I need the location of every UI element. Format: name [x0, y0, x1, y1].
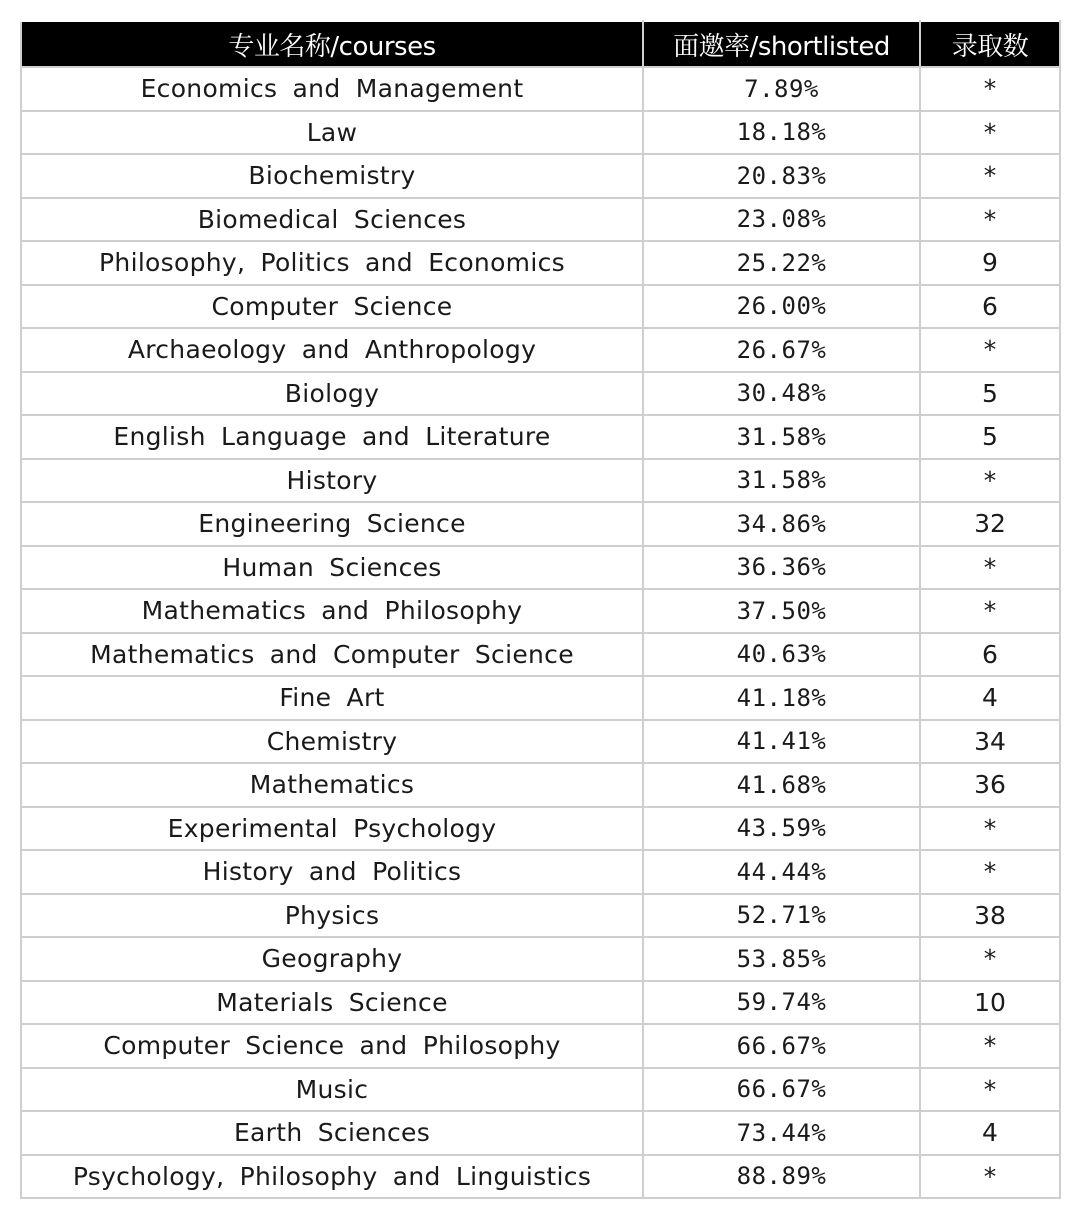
course-cell: Economics and Management	[21, 67, 643, 111]
table-row	[21, 372, 1060, 416]
rate-cell: 37.50%	[643, 589, 920, 633]
table-row	[21, 328, 1060, 372]
course-cell: Law	[21, 111, 643, 155]
table-row	[21, 1155, 1060, 1199]
shortlist-table	[20, 20, 1061, 1199]
table-row	[21, 1111, 1060, 1155]
course-cell: History and Politics	[21, 850, 643, 894]
count-cell: 36	[920, 763, 1060, 807]
course-cell: Human Sciences	[21, 546, 643, 590]
count-cell: 10	[920, 981, 1060, 1025]
rate-cell: 7.89%	[643, 67, 920, 111]
course-cell: Biology	[21, 372, 643, 416]
course-cell: English Language and Literature	[21, 415, 643, 459]
course-cell: Experimental Psychology	[21, 807, 643, 851]
course-cell: Earth Sciences	[21, 1111, 643, 1155]
course-cell: Mathematics and Philosophy	[21, 589, 643, 633]
course-cell: Mathematics and Computer Science	[21, 633, 643, 677]
rate-cell: 34.86%	[643, 502, 920, 546]
rate-cell: 31.58%	[643, 459, 920, 503]
table-row	[21, 415, 1060, 459]
rate-cell: 59.74%	[643, 981, 920, 1025]
rate-cell: 66.67%	[643, 1024, 920, 1068]
count-cell: 38	[920, 894, 1060, 938]
course-cell: Biochemistry	[21, 154, 643, 198]
count-cell: 6	[920, 633, 1060, 677]
table-row	[21, 1068, 1060, 1112]
table-row	[21, 502, 1060, 546]
count-cell: *	[920, 198, 1060, 242]
table-row	[21, 676, 1060, 720]
rate-cell: 25.22%	[643, 241, 920, 285]
count-cell: *	[920, 937, 1060, 981]
table-row	[21, 894, 1060, 938]
rate-cell: 88.89%	[643, 1155, 920, 1199]
table-row	[21, 111, 1060, 155]
table-header-row	[21, 21, 1060, 67]
count-cell: *	[920, 1155, 1060, 1199]
table-row	[21, 241, 1060, 285]
rate-cell: 66.67%	[643, 1068, 920, 1112]
count-cell: *	[920, 67, 1060, 111]
course-cell: Biomedical Sciences	[21, 198, 643, 242]
header-course: 专业名称/courses	[21, 21, 643, 67]
table-row	[21, 937, 1060, 981]
count-cell: *	[920, 1068, 1060, 1112]
table-row	[21, 633, 1060, 677]
count-cell: 34	[920, 720, 1060, 764]
table-row	[21, 807, 1060, 851]
rate-cell: 18.18%	[643, 111, 920, 155]
course-cell: Computer Science	[21, 285, 643, 329]
count-cell: 6	[920, 285, 1060, 329]
rate-cell: 30.48%	[643, 372, 920, 416]
table-row	[21, 198, 1060, 242]
course-cell: Music	[21, 1068, 643, 1112]
count-cell: 4	[920, 676, 1060, 720]
count-cell: 9	[920, 241, 1060, 285]
course-cell: Chemistry	[21, 720, 643, 764]
header-admission-count: 录取数	[920, 21, 1060, 67]
count-cell: 32	[920, 502, 1060, 546]
count-cell: 5	[920, 372, 1060, 416]
count-cell: *	[920, 589, 1060, 633]
table-row	[21, 589, 1060, 633]
table-row	[21, 459, 1060, 503]
rate-cell: 36.36%	[643, 546, 920, 590]
rate-cell: 31.58%	[643, 415, 920, 459]
course-cell: Archaeology and Anthropology	[21, 328, 643, 372]
course-cell: Computer Science and Philosophy	[21, 1024, 643, 1068]
table-row	[21, 1024, 1060, 1068]
rate-cell: 73.44%	[643, 1111, 920, 1155]
count-cell: *	[920, 154, 1060, 198]
count-cell: *	[920, 111, 1060, 155]
rate-cell: 43.59%	[643, 807, 920, 851]
shortlist-table-container	[20, 20, 1059, 1199]
rate-cell: 52.71%	[643, 894, 920, 938]
rate-cell: 41.68%	[643, 763, 920, 807]
count-cell: *	[920, 807, 1060, 851]
rate-cell: 26.67%	[643, 328, 920, 372]
course-cell: History	[21, 459, 643, 503]
header-shortlisted-rate: 面邀率/shortlisted	[643, 21, 920, 67]
count-cell: 5	[920, 415, 1060, 459]
table-row	[21, 154, 1060, 198]
course-cell: Fine Art	[21, 676, 643, 720]
rate-cell: 53.85%	[643, 937, 920, 981]
rate-cell: 40.63%	[643, 633, 920, 677]
course-cell: Mathematics	[21, 763, 643, 807]
table-row	[21, 285, 1060, 329]
table-row	[21, 67, 1060, 111]
course-cell: Engineering Science	[21, 502, 643, 546]
count-cell: *	[920, 850, 1060, 894]
course-cell: Physics	[21, 894, 643, 938]
rate-cell: 26.00%	[643, 285, 920, 329]
rate-cell: 44.44%	[643, 850, 920, 894]
table-row	[21, 981, 1060, 1025]
count-cell: *	[920, 459, 1060, 503]
rate-cell: 41.18%	[643, 676, 920, 720]
course-cell: Philosophy, Politics and Economics	[21, 241, 643, 285]
count-cell: *	[920, 1024, 1060, 1068]
course-cell: Materials Science	[21, 981, 643, 1025]
table-row	[21, 763, 1060, 807]
table-row	[21, 850, 1060, 894]
count-cell: *	[920, 546, 1060, 590]
table-body	[21, 67, 1060, 1198]
course-cell: Geography	[21, 937, 643, 981]
count-cell: *	[920, 328, 1060, 372]
rate-cell: 20.83%	[643, 154, 920, 198]
count-cell: 4	[920, 1111, 1060, 1155]
table-row	[21, 720, 1060, 764]
table-row	[21, 546, 1060, 590]
rate-cell: 23.08%	[643, 198, 920, 242]
course-cell: Psychology, Philosophy and Linguistics	[21, 1155, 643, 1199]
rate-cell: 41.41%	[643, 720, 920, 764]
